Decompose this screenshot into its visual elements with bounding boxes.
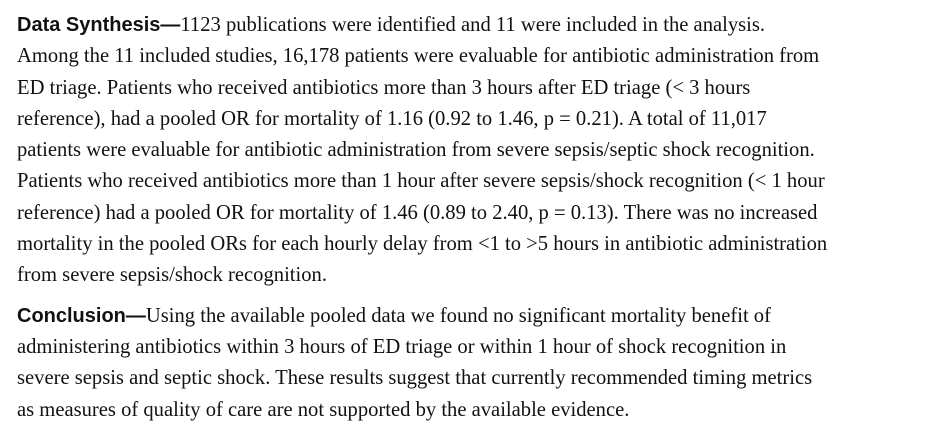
text-line: Among the 11 included studies, 16,178 patients were evaluable for antibiotic administration from [17, 45, 820, 68]
text-line: ED triage. Patients who received antibiotics more than 3 hours after ED triage (< 3 hours [17, 76, 751, 99]
text-line: reference), had a pooled OR for mortality of 1.16 (0.92 to 1.46, p = 0.21). A total of 11,017 [17, 107, 767, 130]
text-line-content: Using the available pooled data we found no significant mortality benefit of [145, 304, 771, 327]
data-synthesis-heading: Data Synthesis— [17, 14, 181, 36]
abstract-excerpt [17, 10, 917, 426]
text-line: severe sepsis and septic shock. These results suggest that currently recommended timing metrics [17, 367, 813, 390]
text-line: from severe sepsis/shock recognition. [17, 264, 327, 287]
text-line-content: 1123 publications were identified and 11 were included in the analysis. [180, 14, 766, 36]
text-line [17, 10, 917, 41]
conclusion-paragraph [17, 301, 917, 426]
text-line: mortality in the pooled ORs for each hourly delay from <1 to >5 hours in antibiotic administration [17, 233, 828, 256]
text-line: reference) had a pooled OR for mortality of 1.46 (0.89 to 2.40, p = 0.13). There was no increased [17, 201, 818, 224]
conclusion-heading: Conclusion— [17, 304, 146, 327]
text-line: patients were evaluable for antibiotic administration from severe sepsis/septic shock recognition. [17, 139, 815, 162]
text-line: as measures of quality of care are not supported by the available evidence. [17, 398, 630, 421]
text-line: administering antibiotics within 3 hours of ED triage or within 1 hour of shock recognition in [17, 335, 787, 358]
text-line: Patients who received antibiotics more than 1 hour after severe sepsis/shock recognition (< 1 hour [17, 170, 825, 193]
text-line [17, 301, 917, 332]
data-synthesis-paragraph [17, 10, 917, 292]
